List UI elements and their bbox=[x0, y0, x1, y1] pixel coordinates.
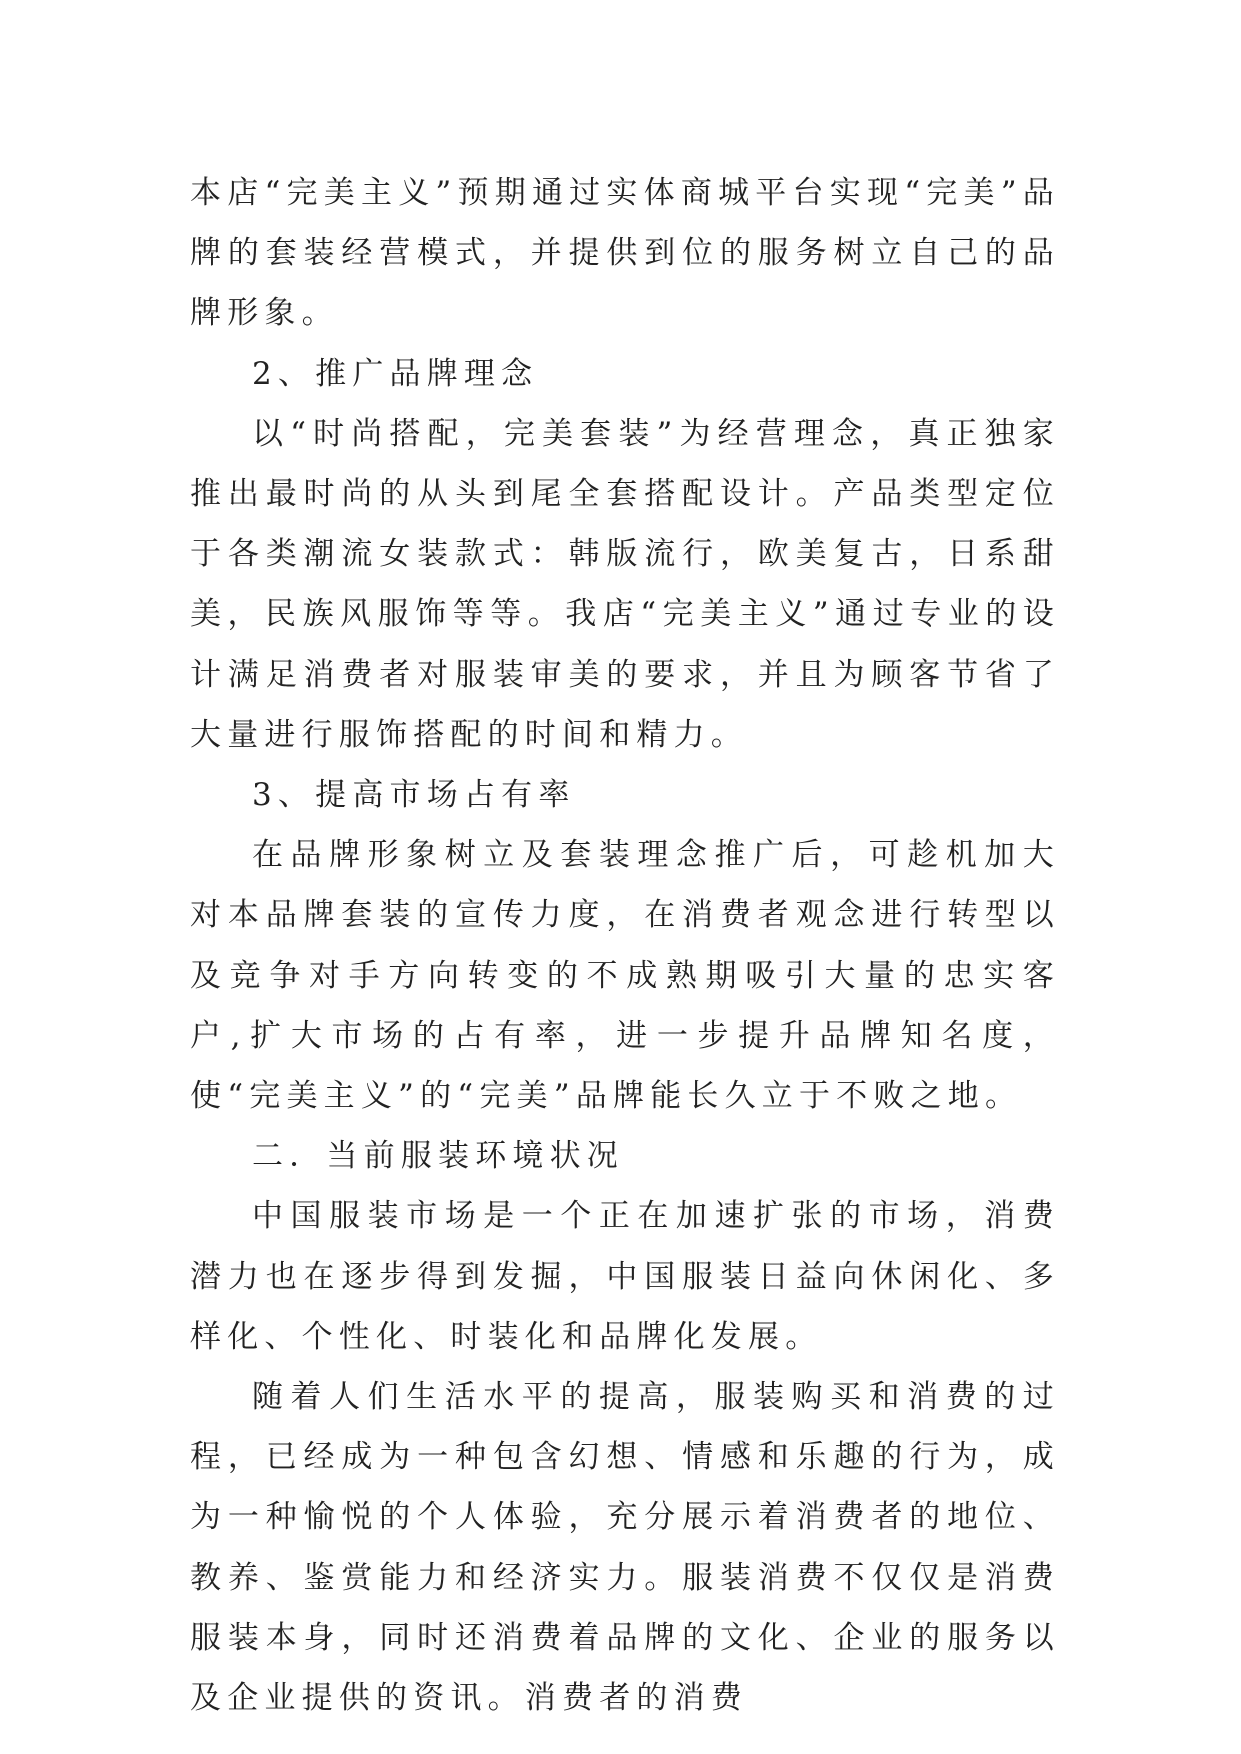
paragraph-market-share: 在品牌形象树立及套装理念推广后，可趁机加大对本品牌套装的宣传力度，在消费者观念进行转型以及竞争对手方向转变的不成熟期吸引大量的忠实客户,扩大市场的占有率，进一步提升品牌知名度，使“完美主义”的“完美”品牌能长久立于不败之地。 bbox=[190, 837, 1060, 1115]
heading-market-share: 3、提高市场占有率 bbox=[252, 777, 576, 814]
heading-apparel-environment: 二．当前服装环境状况 bbox=[252, 1138, 624, 1175]
paragraph-brand-mode: 本店“完美主义”预期通过实体商城平台实现“完美”品牌的套装经营模式，并提供到位的服务树立自己的品牌形象。 bbox=[190, 175, 1060, 332]
paragraph-china-market: 中国服装市场是一个正在加速扩张的市场，消费潜力也在逐步得到发掘，中国服装日益向休闲化、多样化、个性化、时装化和品牌化发展。 bbox=[190, 1198, 1060, 1355]
body-text bbox=[190, 163, 1060, 1728]
paragraph-consumption: 随着人们生活水平的提高，服装购买和消费的过程，已经成为一种包含幻想、情感和乐趣的行为，成为一种愉悦的个人体验，充分展示着消费者的地位、教养、鉴赏能力和经济实力。服装消费不仅仅是消费服装本身，同时还消费着品牌的文化、企业的服务以及企业提供的资讯。消费者的消费 bbox=[190, 1379, 1060, 1717]
heading-promote-brand-concept: 2、推广品牌理念 bbox=[252, 355, 539, 392]
paragraph-brand-concept: 以“时尚搭配，完美套装”为经营理念，真正独家推出最时尚的从头到尾全套搭配设计。产品类型定位于各类潮流女装款式：韩版流行，欧美复古，日系甜美，民族风服饰等等。我店“完美主义”通过专业的设计满足消费者对服装审美的要求，并且为顾客节省了大量进行服饰搭配的时间和精力。 bbox=[190, 415, 1060, 753]
